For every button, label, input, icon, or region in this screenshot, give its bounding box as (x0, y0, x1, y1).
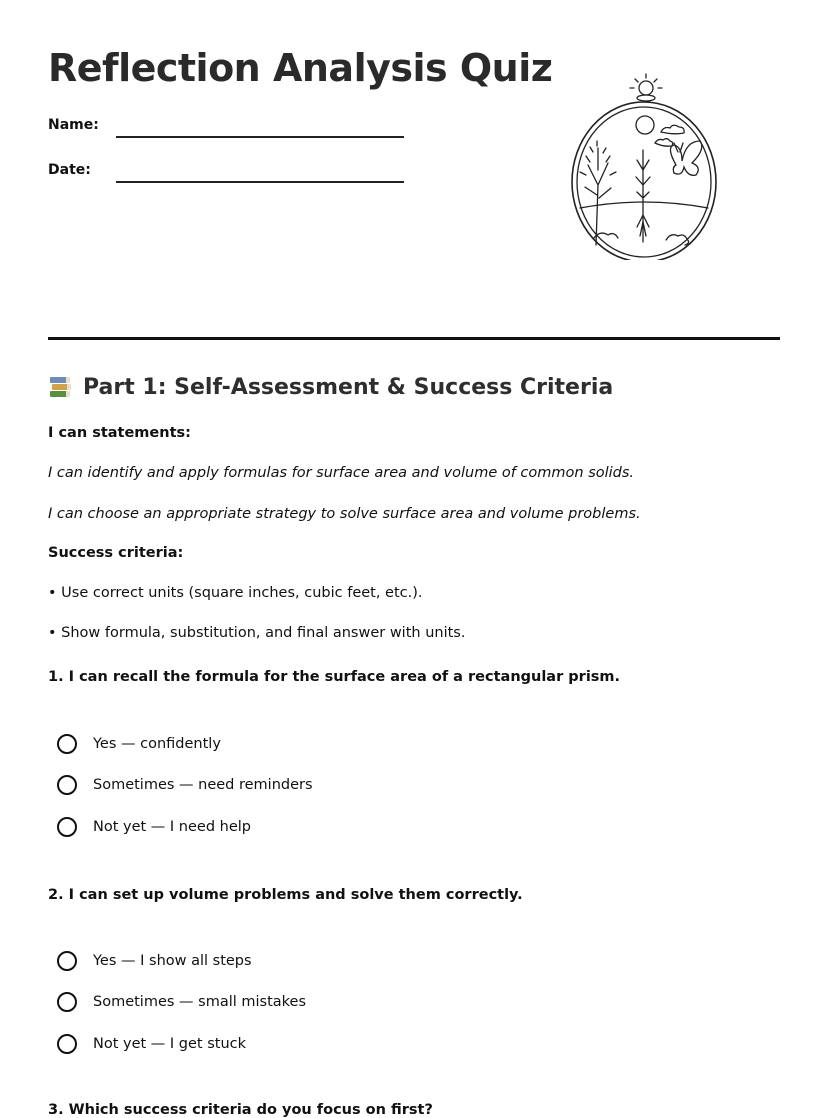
option-label: Not yet — I get stuck (93, 1036, 247, 1052)
question-1: 1. I can recall the formula for the surface area of a rectangular prism. (48, 669, 621, 685)
question-2: 2. I can set up volume problems and solve them correctly. (48, 887, 523, 903)
name-input-line[interactable] (116, 136, 404, 138)
question-3: 3. Which success criteria do you focus on first? (48, 1102, 433, 1118)
part1-title: Part 1: Self-Assessment & Success Criteria (83, 374, 614, 400)
q2-option-3[interactable] (57, 1031, 246, 1057)
date-input-line[interactable] (116, 181, 404, 183)
option-label: Yes — I show all steps (93, 953, 252, 969)
radio-button[interactable] (57, 817, 77, 837)
success-criteria-heading: Success criteria: (48, 545, 184, 561)
q2-option-2[interactable] (57, 989, 306, 1015)
radio-button[interactable] (57, 775, 77, 795)
name-label: Name: (48, 117, 99, 133)
radio-button[interactable] (57, 1034, 77, 1054)
radio-button[interactable] (57, 951, 77, 971)
radio-button[interactable] (57, 992, 77, 1012)
i-can-statement-2: I can choose an appropriate strategy to solve surface area and volume problems. (48, 506, 641, 522)
option-label: Sometimes — need reminders (93, 777, 313, 793)
i-can-heading: I can statements: (48, 425, 191, 441)
success-criterion-2: • Show formula, substitution, and final answer with units. (48, 625, 466, 641)
q1-option-3[interactable] (57, 814, 251, 840)
date-field[interactable] (48, 162, 408, 186)
page-title: Reflection Analysis Quiz (48, 46, 553, 90)
option-label: Sometimes — small mistakes (93, 994, 307, 1010)
part1-heading (48, 374, 613, 400)
q1-option-1[interactable] (57, 731, 221, 757)
date-label: Date: (48, 162, 91, 178)
radio-button[interactable] (57, 734, 77, 754)
q2-option-1[interactable] (57, 948, 252, 974)
q1-option-2[interactable] (57, 772, 313, 798)
option-label: Not yet — I need help (93, 819, 251, 835)
i-can-statement-1: I can identify and apply formulas for surface area and volume of common solids. (48, 465, 635, 481)
success-criterion-1: • Use correct units (square inches, cubic feet, etc.). (48, 585, 423, 601)
name-field[interactable] (48, 117, 408, 141)
option-label: Yes — confidently (93, 736, 221, 752)
nature-pendant-illustration (566, 70, 722, 260)
section-divider (48, 337, 780, 340)
books-icon (48, 374, 74, 400)
